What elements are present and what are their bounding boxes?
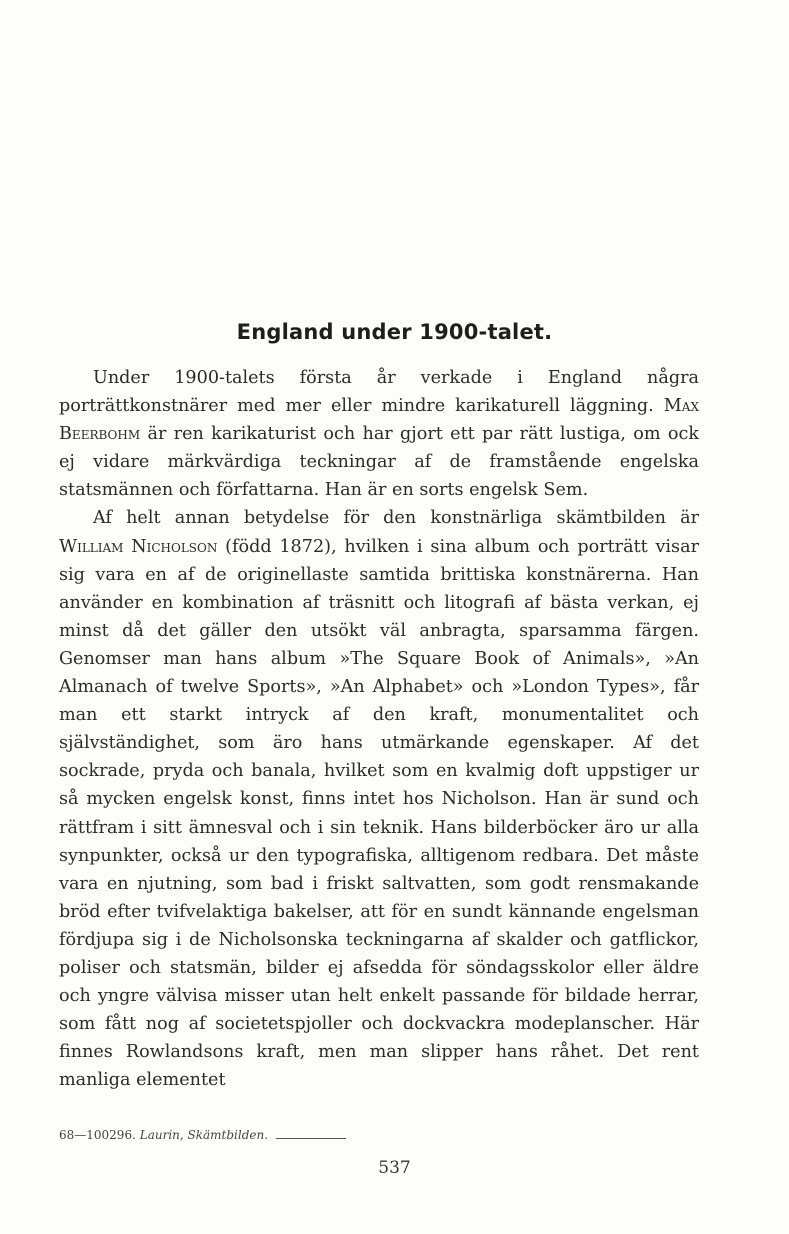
paragraph-text: är ren karikaturist och har gjort ett par rätt lustiga, om ock ej vidare märkvärdiga teckningar af de framstående engelska statsmännen och författarna. Han är en sorts engelsk Sem.: [59, 424, 699, 501]
paragraph-text: Af helt annan betydelse för den konstnärliga skämtbilden är: [93, 508, 699, 529]
signature-mark: 68—100296.: [59, 1128, 136, 1142]
paragraph: [59, 364, 699, 504]
page-number: 537: [378, 1158, 411, 1178]
artist-name: Max Beerbohm: [59, 396, 699, 445]
paragraph: [59, 504, 699, 1094]
footer-rule: [276, 1138, 346, 1139]
body-text: [59, 364, 699, 1094]
paragraph-text: (född 1872), hvilken i sina album och porträtt visar sig vara en af de originellaste samtida brittiska konstnärerna. Han använder en kombination af träsnitt och litografi af bästa verkan, ej minst då det gäller den utsökt väl anbragta, sparsamma färgen. Genomser man hans album »The Square Book of Animals», »An Almanach of twelve Sports», »An Alphabet» och »London Types», får man ett starkt intryck af den kraft, monumentalitet och självständighet, som äro hans utmärkande egenskaper. Af det sockrade, pryda och banala, hvilket som en kvalmig doft uppstiger ur så mycken engelsk konst, finns intet hos Nicholson. Han är sund och rättfram i sitt ämnesval och i sin teknik. Hans bilderböcker äro ur alla synpunkter, också ur den typografiska, alltigenom redbara. Det måste vara en njutning, som bad i friskt saltvatten, som godt rensmakande bröd efter tvifvelaktiga bakelser, att för en sundt kännande engelsman fördjupa sig i de Nicholsonska teckningarna af skalder och gatflickor, poliser och statsmän, bilder ej afsedda för söndagsskolor eller äldre och yngre välvisa misser utan helt enkelt passande för bildade herrar, som fått nog af societetspjoller och dockvackra modeplanscher. Här finnes Rowlandsons kraft, men man slipper hans råhet. Det rent manliga elementet: [59, 536, 699, 1091]
page-title: England under 1900-talet.: [236, 320, 553, 344]
paragraph-text: Under 1900-talets första år verkade i England några porträttkonstnärer med mer eller mindre karikaturell läggning.: [59, 368, 699, 417]
artist-name: William Nicholson: [59, 536, 218, 557]
book-title: Laurin, Skämtbilden.: [139, 1128, 269, 1142]
printer-signature: [59, 1128, 346, 1142]
